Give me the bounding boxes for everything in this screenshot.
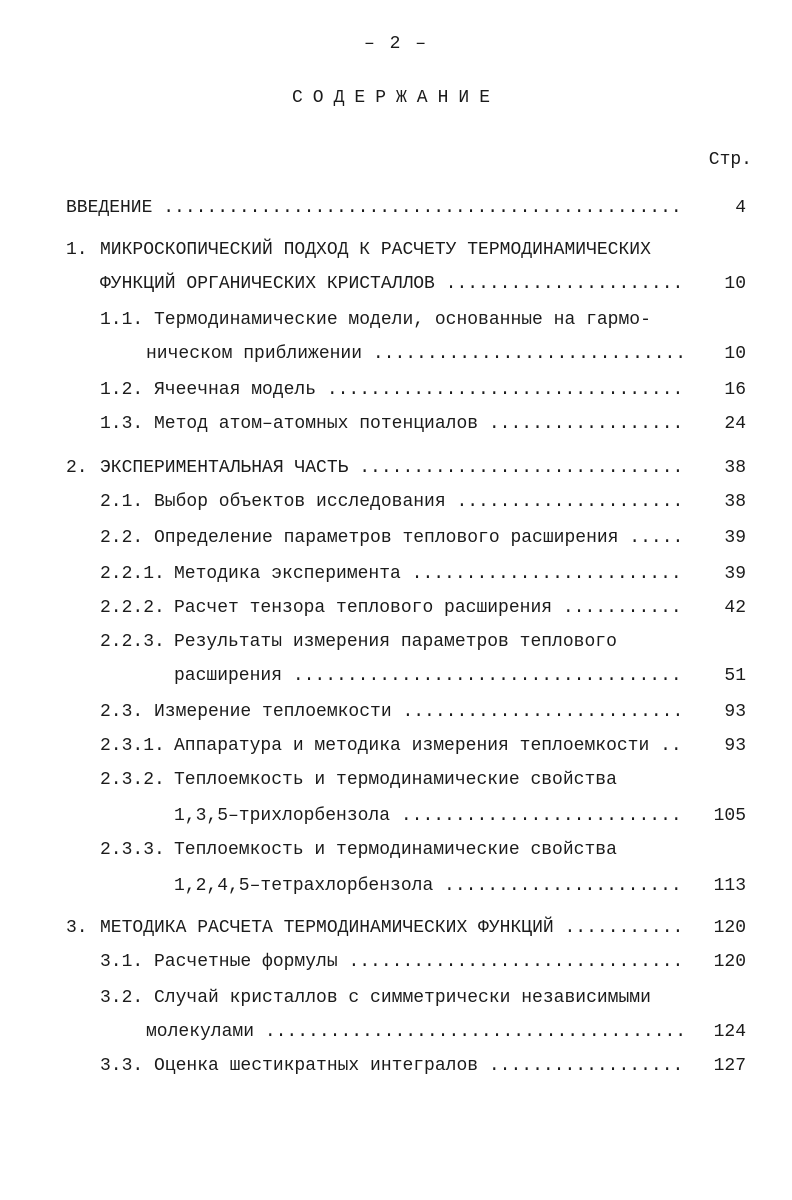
- toc-entry-page: 113: [713, 876, 746, 896]
- toc-entry-2-3-3-cont: [0, 874, 792, 898]
- page-number: – 2 –: [363, 34, 428, 54]
- toc-entry-text: МИКРОСКОПИЧЕСКИЙ ПОДХОД К РАСЧЕТУ ТЕРМОДИНАМИЧЕСКИХ: [100, 240, 651, 260]
- toc-entry-number: 3.2.: [100, 988, 144, 1008]
- toc-entry-page: 120: [713, 952, 746, 972]
- toc-entry-text: Выбор объектов исследования .....: [154, 490, 682, 514]
- toc-entry-number: 2.1.: [100, 492, 144, 512]
- toc-entry-2-2-2: [0, 596, 792, 620]
- toc-entry-number: 2.3.3.: [100, 840, 165, 860]
- toc-entry-text: ЭКСПЕРИМЕНТАЛЬНАЯ ЧАСТЬ .....: [100, 456, 682, 480]
- toc-entry-page: 39: [724, 528, 746, 548]
- toc-entry-3: [0, 916, 792, 940]
- toc-entry-page: 10: [724, 344, 746, 364]
- toc-entry-text: 1,3,5–трихлорбензола .....: [174, 804, 682, 828]
- toc-entry-text: расширения .....: [174, 664, 682, 688]
- toc-entry-number: 2.3.2.: [100, 770, 165, 790]
- toc-entry-page: 24: [724, 414, 746, 434]
- toc-entry-number: 2.2.: [100, 528, 144, 548]
- toc-entry-page: 4: [735, 198, 746, 218]
- toc-entry-number: 2.2.2.: [100, 598, 165, 618]
- toc-entry-number: 1.1.: [100, 310, 144, 330]
- toc-entry-text: Методика эксперимента .....: [174, 562, 682, 586]
- toc-entry-text: Определение параметров теплового расширения .....: [154, 526, 682, 550]
- toc-entry-2: [0, 456, 792, 480]
- toc-entry-page: 10: [724, 274, 746, 294]
- toc-entry-number: 2.2.3.: [100, 632, 165, 652]
- toc-entry-text: Измерение теплоемкости .....: [154, 700, 682, 724]
- toc-entry-page: 38: [724, 492, 746, 512]
- toc-entry-text: Расчет тензора теплового расширения .....: [174, 596, 682, 620]
- toc-entry-intro: [0, 196, 792, 220]
- toc-entry-page: 38: [724, 458, 746, 478]
- toc-entry-1-2: [0, 378, 792, 402]
- toc-entry-text: Оценка шестикратных интегралов .....: [154, 1054, 682, 1078]
- toc-entry-2-2-3-cont: [0, 664, 792, 688]
- toc-entry-1: [0, 238, 792, 262]
- toc-entry-text: Термодинамические модели, основанные на гармо-: [154, 310, 651, 330]
- toc-entry-2-2: [0, 526, 792, 550]
- toc-entry-text: ВВЕДЕНИЕ .....: [66, 196, 682, 220]
- toc-entry-number: 3.: [66, 918, 88, 938]
- toc-entry-text: Метод атом–атомных потенциалов .....: [154, 412, 682, 436]
- toc-entry-text: Аппаратура и методика измерения теплоемкости .....: [174, 734, 682, 758]
- page-column-label: Стр.: [708, 150, 752, 170]
- toc-entry-number: 2.3.: [100, 702, 144, 722]
- toc-entry-page: 51: [724, 666, 746, 686]
- toc-entry-3-2-cont: [0, 1020, 792, 1044]
- toc-entry-number: 3.1.: [100, 952, 144, 972]
- toc-entry-number: 2.2.1.: [100, 564, 165, 584]
- toc-entry-page: 105: [713, 806, 746, 826]
- toc-entry-number: 1.: [66, 240, 88, 260]
- toc-entry-3-1: [0, 950, 792, 974]
- toc-entry-3-2: [0, 986, 792, 1010]
- toc-entry-2-2-3: [0, 630, 792, 654]
- toc-entry-1-1: [0, 308, 792, 332]
- toc-entry-2-3-1: [0, 734, 792, 758]
- toc-entry-page: 124: [713, 1022, 746, 1042]
- toc-entry-2-3-3: [0, 838, 792, 862]
- toc-entry-page: 42: [724, 598, 746, 618]
- toc-entry-page: 127: [713, 1056, 746, 1076]
- toc-entry-text: Результаты измерения параметров теплового: [174, 632, 617, 652]
- toc-entry-text: Случай кристаллов с симметрически независимыми: [154, 988, 651, 1008]
- toc-entry-text: 1,2,4,5–тетрахлорбензола .....: [174, 874, 682, 898]
- toc-entry-page: 93: [724, 736, 746, 756]
- toc-entry-number: 3.3.: [100, 1056, 144, 1076]
- toc-entry-text: МЕТОДИКА РАСЧЕТА ТЕРМОДИНАМИЧЕСКИХ ФУНКЦИЙ .....: [100, 916, 682, 940]
- toc-entry-page: 16: [724, 380, 746, 400]
- toc-entry-2-1: [0, 490, 792, 514]
- toc-entry-page: 39: [724, 564, 746, 584]
- toc-entry-text: ФУНКЦИЙ ОРГАНИЧЕСКИХ КРИСТАЛЛОВ .....: [100, 272, 682, 296]
- toc-entry-1-1-cont: [0, 342, 792, 366]
- toc-entry-text: молекулами .....: [146, 1020, 682, 1044]
- toc-entry-text: Расчетные формулы .....: [154, 950, 682, 974]
- toc-entry-text: Теплоемкость и термодинамические свойства: [174, 840, 617, 860]
- toc-entry-2-3-2-cont: [0, 804, 792, 828]
- toc-entry-2-3-2: [0, 768, 792, 792]
- toc-entry-text: Ячеечная модель .....: [154, 378, 682, 402]
- toc-entry-text: Теплоемкость и термодинамические свойства: [174, 770, 617, 790]
- toc-entry-2-2-1: [0, 562, 792, 586]
- toc-entry-2-3: [0, 700, 792, 724]
- toc-entry-3-3: [0, 1054, 792, 1078]
- toc-entry-number: 2.: [66, 458, 88, 478]
- toc-entry-1-cont: [0, 272, 792, 296]
- toc-entry-number: 1.2.: [100, 380, 144, 400]
- toc-entry-number: 2.3.1.: [100, 736, 165, 756]
- toc-entry-1-3: [0, 412, 792, 436]
- toc-entry-text: ническом приближении .....: [146, 342, 682, 366]
- toc-entry-number: 1.3.: [100, 414, 144, 434]
- page-title: СОДЕРЖАНИЕ: [291, 88, 501, 108]
- toc-entry-page: 120: [713, 918, 746, 938]
- toc-entry-page: 93: [724, 702, 746, 722]
